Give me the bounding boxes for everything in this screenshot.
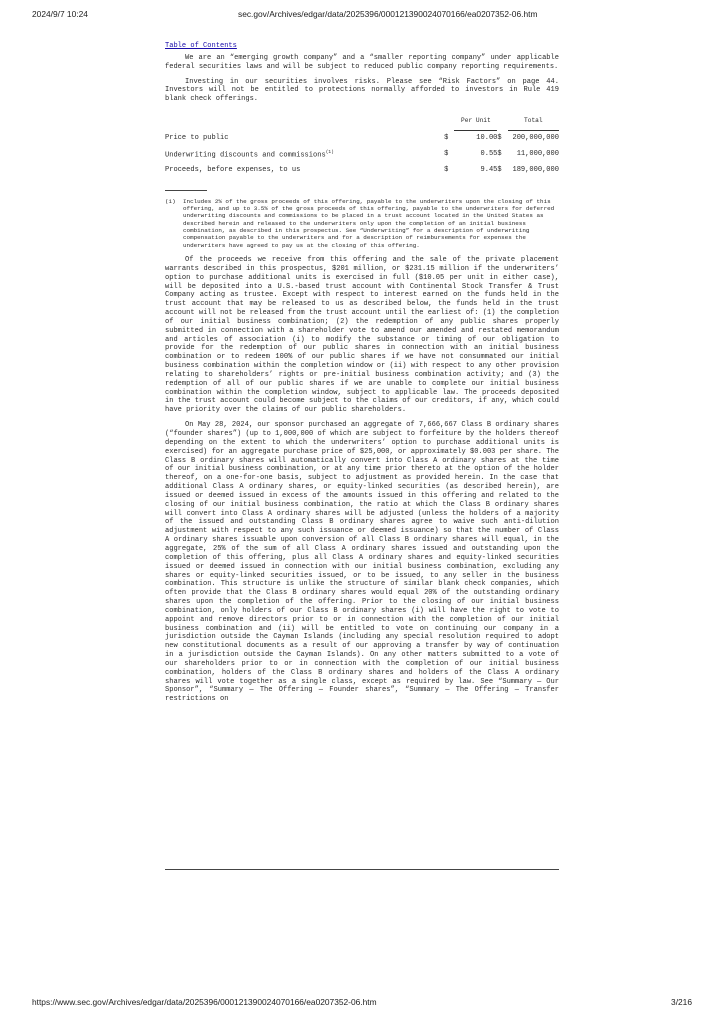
row-label-cell	[165, 147, 444, 163]
footnote-reference: (1)	[325, 149, 334, 155]
row-label: Underwriting discounts and commissions	[165, 151, 326, 160]
paragraph-founder-shares: On May 28, 2024, our sponsor purchased an aggregate of 7,666,667 Class B ordinary shares (“founder shares”) (up to 1,000,000 of which are subject to forfeiture by the holders thereof depending on the extent to which the underwriters’ option to purchase additional units is exercised) for an aggregate purchase price of $25,000, or approximately $0.003 per share. The Class B ordinary shares will automatically convert into Class A ordinary shares at the time of our initial business combination, or at any time prior thereto at the option of the holder thereof, on a one-for-one basis, subject to adjustment as provided herein. In the case that additional Class A ordinary shares, or equity-linked securities (as described herein), are issued or deemed issued in excess of the amounts issued in this offering and related to the closing of our initial business combination, the ratio at which the Class B ordinary shares will convert into Class A ordinary shares will be adjusted (unless the holders of a majority of the issued and outstanding Class B ordinary shares agree to waive such anti-dilution adjustment with respect to any such issuance or deemed issuance) so that the number of Class A ordinary shares issuable upon conversion of all Class B ordinary shares will equal, in the aggregate, 25% of the sum of all Class A ordinary shares issued and outstanding upon the completion of this offering, plus all Class A ordinary shares and equity-linked securities issued or deemed issued in connection with our initial business combination, excluding any shares or equity-linked securities issued, or to be issued, to any seller in the business combination. This structure is unlike the structure of similar blank check companies, which often provide that the Class B ordinary shares would equal 20% of the outstanding ordinary shares upon the completion of the offering. Prior to the closing of our initial business combination, only holders of our Class B ordinary shares (i) will have the right to vote to appoint and remove directors prior to or in connection with the completion of our initial business combination and (ii) will be entitled to vote on continuing our company in a jurisdiction outside the Cayman Islands (including any special resolution required to adopt new constitutional documents as a result of our approving a transfer by way of continuation in a jurisdiction outside the Cayman Islands). On any other matters submitted to a vote of our shareholders prior to or in connection with the completion of our initial business combination, holders of the Class B ordinary shares and holders of the Class A ordinary shares will vote together as a single class, except as required by law. See “Summary — Our Sponsor”, “Summary — The Offering — Founder shares”, “Summary — The Offering — Transfer restrictions on	[165, 421, 559, 704]
page-end-divider	[165, 869, 559, 870]
column-header-per-unit: Per Unit	[454, 114, 497, 130]
print-url-title: sec.gov/Archives/edgar/data/2025396/000121390024070166/ea0207352-06.htm	[238, 9, 538, 19]
footnote-text: Includes 2% of the gross proceeds of this offering, payable to the underwriters upon the closing of this offering, and up to 3.5% of the gross proceeds of this offering, payable to the underwriters for deferred underwriting discounts and commissions to be placed in a trust account located in the United States as described herein and released to the underwriters only upon the completion of an initial business combination, as described in this prospectus. See “Underwriting” for a description of underwriting compensation payable to the underwriters and for a description of reimbursements for expenses the underwriters have agreed to pay us at the closing of this offering.	[183, 197, 555, 249]
document-body	[165, 42, 559, 710]
per-unit-value: 0.55	[480, 150, 498, 159]
footnote-marker: (1)	[165, 197, 176, 205]
total-value: 189,000,000	[512, 166, 559, 175]
currency-symbol: $	[497, 133, 502, 142]
currency-symbol: $	[444, 133, 449, 142]
table-row	[165, 130, 559, 147]
footnote-1	[165, 198, 559, 249]
currency-symbol: $	[497, 166, 502, 175]
per-unit-value: 9.45	[480, 166, 498, 175]
paragraph-emerging-growth: We are an “emerging growth company” and a “smaller reporting company” under applicable federal securities laws and will be subject to reduced public company reporting requirements.	[165, 53, 559, 71]
per-unit-value: 10.00	[476, 134, 498, 143]
offering-price-table	[165, 114, 559, 179]
total-value: 200,000,000	[512, 134, 559, 143]
table-of-contents-link[interactable]: Table of Contents	[165, 42, 237, 50]
print-footer-url: https://www.sec.gov/Archives/edgar/data/2025396/000121390024070166/ea0207352-06.htm	[32, 997, 377, 1007]
currency-symbol: $	[444, 166, 449, 175]
paragraph-risk-factors: Investing in our securities involves risks. Please see “Risk Factors” on page 44. Investors will not be entitled to protections normally afforded to investors in Rule 419 blank check offerings.	[165, 77, 559, 104]
print-page-number: 3/216	[671, 997, 692, 1007]
total-value: 11,000,000	[516, 150, 559, 159]
paragraph-trust-proceeds: Of the proceeds we receive from this offering and the sale of the private placement warrants described in this prospectus, $201 million, or $231.15 million if the underwriters’ option to purchase additional units is exercised in full ($10.05 per unit in either case), will be deposited into a U.S.-based trust account with Continental Stock Transfer & Trust Company acting as trustee. Except with respect to interest earned on the funds held in the trust account that may be released to us as described below, the funds held in the trust account will not be released from the trust account until the earliest of: (1) the completion of our initial business combination; (2) the redemption of any public shares properly submitted in connection with a shareholder vote to amend our amended and restated memorandum and articles of association (i) to modify the substance or timing of our obligation to provide for the redemption of our public shares in connection with an initial business combination or to redeem 100% of our public shares if we have not consummated our initial business combination within the completion window or (ii) with respect to any other provision relating to shareholders’ rights or pre-initial business combination activity; and (3) the redemption of all of our public shares if we are unable to complete our initial business combination within the completion window, subject to applicable law. The proceeds deposited in the trust account could become subject to the claims of our creditors, if any, which could have priority over the claims of our public shareholders.	[165, 255, 559, 415]
print-datetime: 2024/9/7 10:24	[32, 9, 88, 19]
currency-symbol: $	[444, 150, 449, 159]
price-table-header	[165, 114, 559, 130]
footnote-divider	[165, 190, 207, 191]
row-label: Price to public	[165, 133, 229, 142]
table-row	[165, 163, 559, 179]
row-label: Proceeds, before expenses, to us	[165, 166, 301, 175]
table-row	[165, 147, 559, 163]
toc-link-row	[165, 42, 559, 51]
currency-symbol: $	[497, 150, 502, 159]
column-header-total: Total	[508, 114, 559, 130]
